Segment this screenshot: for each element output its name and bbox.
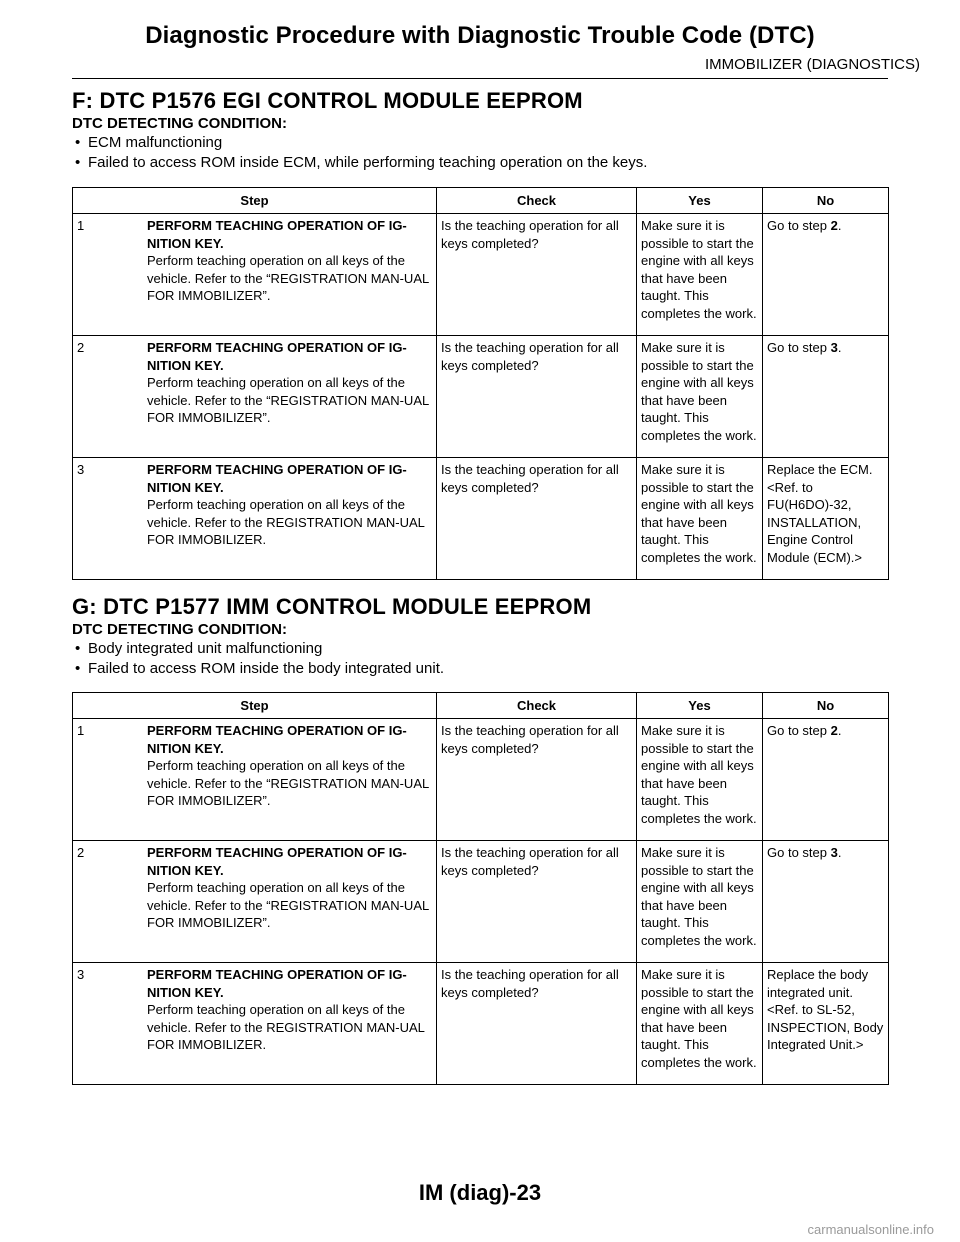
check-cell: Is the teaching operation for all keys completed? <box>437 963 637 1085</box>
no-cell: Replace the body integrated unit. <Ref. to SL-52, INSPECTION, Body Integrated Unit.> <box>763 963 889 1085</box>
step-number: 1 <box>77 218 85 233</box>
check-cell: Is the teaching operation for all keys completed? <box>437 719 637 841</box>
step-cell <box>73 214 437 336</box>
column-header-yes: Yes <box>637 693 763 719</box>
section-title: G: DTC P1577 IMM CONTROL MODULE EEPROM <box>72 594 592 619</box>
column-header-check: Check <box>437 188 637 214</box>
column-header-no: No <box>763 693 889 719</box>
step-cell <box>73 841 437 963</box>
no-cell: Go to step 2. <box>763 214 889 336</box>
step-number: 3 <box>77 462 85 477</box>
condition-label: DTC DETECTING CONDITION: <box>72 621 287 638</box>
table-row <box>73 719 889 841</box>
table-row <box>73 458 889 580</box>
bullet-item: • Failed to access ROM inside the body integrated unit. <box>75 660 445 677</box>
step-cell <box>73 458 437 580</box>
yes-cell: Make sure it is possible to start the engine with all keys that have been taught. This completes the work. <box>637 963 763 1085</box>
section-g <box>72 594 888 679</box>
check-cell: Is the teaching operation for all keys completed? <box>437 458 637 580</box>
no-cell: Replace the ECM. <Ref. to FU(H6DO)-32, INSTALLATION, Engine Control Module (ECM).> <box>763 458 889 580</box>
bullet-item: • Body integrated unit malfunctioning <box>75 640 323 657</box>
step-title: PERFORM TEACHING OPERATION OF IG- NITION KEY. <box>147 462 407 495</box>
bullet-icon: • <box>75 154 81 171</box>
no-cell: Go to step 3. <box>763 841 889 963</box>
step-cell <box>73 336 437 458</box>
yes-cell: Make sure it is possible to start the engine with all keys that have been taught. This completes the work. <box>637 719 763 841</box>
step-cell <box>73 719 437 841</box>
column-header-yes: Yes <box>637 188 763 214</box>
bullet-icon: • <box>75 134 81 151</box>
yes-cell: Make sure it is possible to start the engine with all keys that have been taught. This completes the work. <box>637 214 763 336</box>
step-number: 1 <box>77 723 85 738</box>
step-description: Perform teaching operation on all keys of the vehicle. Refer to the “REGISTRATION MAN-UAL FOR IMMOBILIZER”. <box>147 375 429 425</box>
step-description: Perform teaching operation on all keys of the vehicle. Refer to the “REGISTRATION MAN-UAL FOR IMMOBILIZER”. <box>147 758 429 808</box>
step-description: Perform teaching operation on all keys of the vehicle. Refer to the REGISTRATION MAN-UAL FOR IMMOBILIZER. <box>147 1002 425 1052</box>
table-row <box>73 963 889 1085</box>
table-row <box>73 336 889 458</box>
bullet-item: • Failed to access ROM inside ECM, while performing teaching operation on the keys. <box>75 154 648 171</box>
check-cell: Is the teaching operation for all keys completed? <box>437 214 637 336</box>
step-title: PERFORM TEACHING OPERATION OF IG- NITION KEY. <box>147 218 407 251</box>
column-header-step: Step <box>73 693 437 719</box>
column-header-check: Check <box>437 693 637 719</box>
yes-cell: Make sure it is possible to start the engine with all keys that have been taught. This completes the work. <box>637 841 763 963</box>
bullet-icon: • <box>75 640 81 657</box>
header-divider <box>72 78 888 79</box>
table-row <box>73 214 889 336</box>
step-number: 2 <box>77 340 85 355</box>
check-cell: Is the teaching operation for all keys completed? <box>437 336 637 458</box>
step-title: PERFORM TEACHING OPERATION OF IG- NITION KEY. <box>147 967 407 1000</box>
page-number: IM (diag)-23 <box>418 1180 542 1205</box>
page-header-subtitle: IMMOBILIZER (DIAGNOSTICS) <box>704 56 920 73</box>
table-header-row <box>73 693 889 719</box>
yes-cell: Make sure it is possible to start the engine with all keys that have been taught. This completes the work. <box>637 336 763 458</box>
bullet-item: • ECM malfunctioning <box>75 134 223 151</box>
table-row <box>73 841 889 963</box>
section-f <box>72 88 888 173</box>
column-header-step: Step <box>73 188 437 214</box>
page-header-title: Diagnostic Procedure with Diagnostic Trouble Code (DTC) <box>145 22 815 49</box>
condition-label: DTC DETECTING CONDITION: <box>72 115 287 132</box>
step-cell <box>73 963 437 1085</box>
no-cell: Go to step 2. <box>763 719 889 841</box>
step-description: Perform teaching operation on all keys of the vehicle. Refer to the REGISTRATION MAN-UAL FOR IMMOBILIZER. <box>147 497 425 547</box>
check-cell: Is the teaching operation for all keys completed? <box>437 841 637 963</box>
step-description: Perform teaching operation on all keys of the vehicle. Refer to the “REGISTRATION MAN-UAL FOR IMMOBILIZER”. <box>147 253 429 303</box>
column-header-no: No <box>763 188 889 214</box>
step-description: Perform teaching operation on all keys of the vehicle. Refer to the “REGISTRATION MAN-UAL FOR IMMOBILIZER”. <box>147 880 429 930</box>
step-title: PERFORM TEACHING OPERATION OF IG- NITION KEY. <box>147 845 407 878</box>
step-number: 2 <box>77 845 85 860</box>
section-title: F: DTC P1576 EGI CONTROL MODULE EEPROM <box>72 88 583 113</box>
bullet-icon: • <box>75 660 81 677</box>
table-header-row <box>73 188 889 214</box>
procedure-table-g <box>72 692 889 1085</box>
step-title: PERFORM TEACHING OPERATION OF IG- NITION KEY. <box>147 723 407 756</box>
watermark: carmanualsonline.info <box>807 1222 934 1237</box>
step-number: 3 <box>77 967 85 982</box>
no-cell: Go to step 3. <box>763 336 889 458</box>
step-title: PERFORM TEACHING OPERATION OF IG- NITION KEY. <box>147 340 407 373</box>
procedure-table-f <box>72 187 889 580</box>
yes-cell: Make sure it is possible to start the engine with all keys that have been taught. This completes the work. <box>637 458 763 580</box>
